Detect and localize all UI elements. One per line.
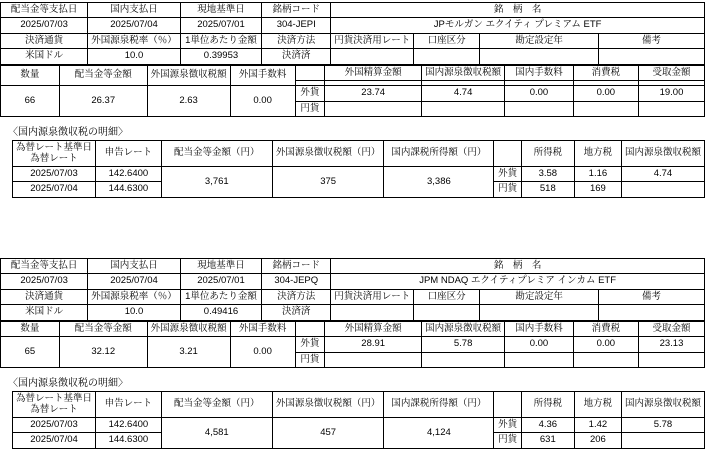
label-declared-rate: 申告レート: [96, 392, 162, 418]
detail-currency-tag-column: [494, 141, 521, 167]
label-foreign-withholding: 外国源泉徴収税額: [147, 321, 230, 336]
label-remarks: 備考: [599, 33, 705, 48]
detail-tag-foreign: 外貨: [494, 166, 521, 181]
label-settlement-currency: 決済通貨: [1, 289, 88, 304]
value-dividend-jpy: 3,761: [161, 166, 272, 197]
label-payment-date: 配当金等支払日: [1, 259, 88, 274]
label-income-tax: 所得税: [521, 392, 574, 418]
value-domestic-fee: 0.00: [505, 86, 574, 101]
detail-tag-yen: 円貨: [494, 433, 521, 448]
amounts-value-row-foreign-2: [1, 337, 705, 352]
label-settlement-method: 決済方法: [262, 33, 331, 48]
value-consumption-tax: 0.00: [573, 86, 638, 101]
value-remarks: [599, 305, 705, 320]
label-domestic-payment-date: 国内支払日: [88, 3, 181, 18]
tag-yen-currency: 円貨: [295, 101, 325, 116]
value-settlement-amount-yen: [325, 101, 422, 116]
label-domestic-taxable-jpy: 国内課税所得額（円）: [384, 141, 494, 167]
label-local-tax: 地方税: [574, 141, 621, 167]
value-domestic-withholding-foreign: 5.78: [621, 417, 704, 432]
detail-row-foreign-2: [13, 417, 705, 432]
label-dividend-amount: 配当金等金額: [59, 65, 147, 85]
amounts-value-row-foreign-1: [1, 86, 705, 101]
value-yen-settlement-rate: [331, 305, 414, 320]
label-consumption-tax: 消費税: [573, 65, 638, 80]
label-ticker-code: 銘柄コード: [262, 259, 331, 274]
label-settlement-currency: 決済通貨: [1, 33, 88, 48]
label-yen-settlement-rate: 円貨決済用レート: [331, 289, 414, 304]
label-yen-settlement-rate: 円貨決済用レート: [331, 33, 414, 48]
value-settlement-method: 決済済: [262, 49, 331, 64]
detail-tag-yen: 円貨: [494, 182, 521, 197]
label-dividend-amount: 配当金等金額: [59, 321, 147, 336]
value-quantity: 65: [1, 337, 60, 368]
value-income-tax-yen: 518: [521, 182, 574, 197]
label-local-tax: 地方税: [574, 392, 621, 418]
value-domestic-withholding-yen: [422, 101, 505, 116]
value-remarks: [599, 49, 705, 64]
value-quantity: 66: [1, 86, 60, 117]
value-row-1: [1, 18, 705, 33]
detail-currency-tag-column: [494, 392, 521, 418]
summary-table-1: [0, 2, 705, 65]
label-foreign-tax-rate: 外国源泉税率（％）: [88, 33, 181, 48]
value-ticker-code: 304-JEPI: [262, 18, 331, 33]
label-issue-name: 銘 柄 名: [331, 3, 705, 18]
value-income-tax-yen: 631: [521, 433, 574, 448]
amounts-header-row-1: [1, 65, 705, 80]
value-settlement-currency: 米国ドル: [1, 49, 88, 64]
value-row-1: [1, 274, 705, 289]
value-local-record-date: 2025/07/01: [180, 274, 261, 289]
value-row-2: [1, 49, 705, 64]
label-domestic-fee: 国内手数料: [505, 65, 574, 80]
label-domestic-withholding: 国内源泉徴収税額: [422, 321, 505, 336]
label-account-type: 口座区分: [414, 289, 480, 304]
value-row-2: [1, 305, 705, 320]
value-settlement-method: 決済済: [262, 305, 331, 320]
value-foreign-tax-rate: 10.0: [88, 49, 181, 64]
value-per-unit-amount: 0.39953: [180, 49, 261, 64]
value-local-tax-foreign: 1.16: [574, 166, 621, 181]
value-domestic-withholding-foreign: 4.74: [621, 166, 704, 181]
label-foreign-withholding-jpy: 外国源泉徴収税額（円）: [272, 392, 384, 418]
value-settlement-amount-yen: [325, 352, 422, 367]
label-quantity: 数量: [1, 65, 60, 85]
currency-tag-column: [295, 321, 325, 336]
value-account-setup-year: [480, 49, 599, 64]
label-per-unit-amount: 1単位あたり金額: [180, 289, 261, 304]
label-dividend-jpy: 配当金等金額（円）: [161, 141, 272, 167]
value-foreign-withholding: 3.21: [147, 337, 230, 368]
value-receipt-amount-yen: [638, 352, 704, 367]
tag-foreign-currency: 外貨: [295, 86, 325, 101]
value-foreign-withholding-jpy: 375: [272, 166, 384, 197]
value-local-tax-yen: 169: [574, 182, 621, 197]
value-receipt-amount: 23.13: [638, 337, 704, 352]
label-domestic-payment-date: 国内支払日: [88, 259, 181, 274]
label-foreign-tax-rate: 外国源泉税率（％）: [88, 289, 181, 304]
value-per-unit-amount: 0.49416: [180, 305, 261, 320]
tag-foreign-currency: 外貨: [295, 337, 325, 352]
detail-section-title-2: 〈国内源泉徴収税の明細〉: [8, 378, 128, 390]
label-receipt-amount: 受取金額: [638, 65, 704, 80]
value-settlement-currency: 米国ドル: [1, 305, 88, 320]
value-fx-base-date-1: 2025/07/03: [13, 417, 96, 432]
value-domestic-withholding: 4.74: [422, 86, 505, 101]
label-per-unit-amount: 1単位あたり金額: [180, 33, 261, 48]
value-dividend-amount: 26.37: [59, 86, 147, 117]
label-receipt-amount: 受取金額: [638, 321, 704, 336]
value-declared-rate-2: 144.6300: [96, 182, 162, 197]
value-consumption-tax-yen: [573, 101, 638, 116]
dividend-block-1: [0, 2, 705, 198]
label-domestic-fee: 国内手数料: [505, 321, 574, 336]
value-local-tax-foreign: 1.42: [574, 417, 621, 432]
value-account-type: [414, 305, 480, 320]
amounts-header-row-2: [1, 321, 705, 336]
label-issue-name: 銘 柄 名: [331, 259, 705, 274]
value-declared-rate-1: 142.6400: [96, 417, 162, 432]
value-foreign-withholding-jpy: 457: [272, 417, 384, 448]
tag-yen-currency: 円貨: [295, 352, 325, 367]
detail-tag-foreign: 外貨: [494, 417, 521, 432]
value-dividend-jpy: 4,581: [161, 417, 272, 448]
label-settlement-method: 決済方法: [262, 289, 331, 304]
value-payment-date: 2025/07/03: [1, 274, 88, 289]
label-fx-base-date: 為替レート基準日 為替レート: [13, 392, 96, 418]
label-foreign-withholding-jpy: 外国源泉徴収税額（円）: [272, 141, 384, 167]
dividend-block-2: [0, 258, 705, 449]
value-domestic-payment-date: 2025/07/04: [88, 18, 181, 33]
value-domestic-withholding-yen-detail: [621, 433, 704, 448]
label-consumption-tax: 消費税: [573, 321, 638, 336]
value-declared-rate-1: 142.6400: [96, 166, 162, 181]
detail-header-row-1: [13, 141, 705, 167]
value-domestic-taxable-jpy: 4,124: [384, 417, 494, 448]
value-domestic-fee: 0.00: [505, 337, 574, 352]
value-foreign-fee: 0.00: [230, 86, 295, 117]
amounts-table-1: [0, 65, 705, 117]
label-domestic-withholding-total: 国内源泉徴収税額: [621, 392, 704, 418]
label-foreign-withholding: 外国源泉徴収税額: [147, 65, 230, 85]
value-receipt-amount-yen: [638, 101, 704, 116]
label-settlement-amount: 外国精算金額: [325, 65, 422, 80]
label-fx-base-date: 為替レート基準日 為替レート: [13, 141, 96, 167]
label-domestic-taxable-jpy: 国内課税所得額（円）: [384, 392, 494, 418]
value-account-setup-year: [480, 305, 599, 320]
value-settlement-amount: 23.74: [325, 86, 422, 101]
value-domestic-fee-yen: [505, 352, 574, 367]
value-domestic-withholding: 5.78: [422, 337, 505, 352]
value-fx-base-date-1: 2025/07/03: [13, 166, 96, 181]
header-row-2: [1, 33, 705, 48]
value-domestic-withholding-yen: [422, 352, 505, 367]
value-payment-date: 2025/07/03: [1, 18, 88, 33]
label-domestic-withholding: 国内源泉徴収税額: [422, 65, 505, 80]
withholding-detail-table-2: [12, 391, 705, 449]
value-account-type: [414, 49, 480, 64]
label-dividend-jpy: 配当金等金額（円）: [161, 392, 272, 418]
value-ticker-code: 304-JEPQ: [262, 274, 331, 289]
summary-table-2: [0, 258, 705, 321]
value-income-tax-foreign: 4.36: [521, 417, 574, 432]
value-foreign-tax-rate: 10.0: [88, 305, 181, 320]
header-row-1: [1, 3, 705, 18]
value-domestic-payment-date: 2025/07/04: [88, 274, 181, 289]
label-account-type: 口座区分: [414, 33, 480, 48]
label-domestic-withholding-total: 国内源泉徴収税額: [621, 141, 704, 167]
value-issue-name: JPモルガン エクイティ プレミアム ETF: [331, 18, 705, 33]
label-declared-rate: 申告レート: [96, 141, 162, 167]
value-foreign-withholding: 2.63: [147, 86, 230, 117]
label-settlement-amount: 外国精算金額: [325, 321, 422, 336]
value-yen-settlement-rate: [331, 49, 414, 64]
currency-tag-column: [295, 65, 325, 80]
value-consumption-tax: 0.00: [573, 337, 638, 352]
detail-section-title-1: 〈国内源泉徴収税の明細〉: [8, 127, 128, 139]
label-account-setup-year: 勘定設定年: [480, 33, 599, 48]
value-fx-base-date-2: 2025/07/04: [13, 182, 96, 197]
detail-header-row-2: [13, 392, 705, 418]
label-income-tax: 所得税: [521, 141, 574, 167]
value-consumption-tax-yen: [573, 352, 638, 367]
value-domestic-taxable-jpy: 3,386: [384, 166, 494, 197]
withholding-detail-table-1: [12, 140, 705, 198]
value-receipt-amount: 19.00: [638, 86, 704, 101]
header-row-2: [1, 289, 705, 304]
label-payment-date: 配当金等支払日: [1, 3, 88, 18]
value-issue-name: JPM NDAQ エクイティプレミア インカム ETF: [331, 274, 705, 289]
amounts-table-2: [0, 321, 705, 368]
value-income-tax-foreign: 3.58: [521, 166, 574, 181]
value-dividend-amount: 32.12: [59, 337, 147, 368]
value-declared-rate-2: 144.6300: [96, 433, 162, 448]
detail-row-foreign-1: [13, 166, 705, 181]
label-ticker-code: 銘柄コード: [262, 3, 331, 18]
label-account-setup-year: 勘定設定年: [480, 289, 599, 304]
value-local-record-date: 2025/07/01: [180, 18, 261, 33]
value-settlement-amount: 28.91: [325, 337, 422, 352]
header-row-1: [1, 259, 705, 274]
value-foreign-fee: 0.00: [230, 337, 295, 368]
value-fx-base-date-2: 2025/07/04: [13, 433, 96, 448]
value-domestic-fee-yen: [505, 101, 574, 116]
label-remarks: 備考: [599, 289, 705, 304]
value-domestic-withholding-yen-detail: [621, 182, 704, 197]
label-local-record-date: 現地基準日: [180, 3, 261, 18]
value-local-tax-yen: 206: [574, 433, 621, 448]
label-quantity: 数量: [1, 321, 60, 336]
label-local-record-date: 現地基準日: [180, 259, 261, 274]
label-foreign-fee: 外国手数料: [230, 321, 295, 336]
label-foreign-fee: 外国手数料: [230, 65, 295, 85]
